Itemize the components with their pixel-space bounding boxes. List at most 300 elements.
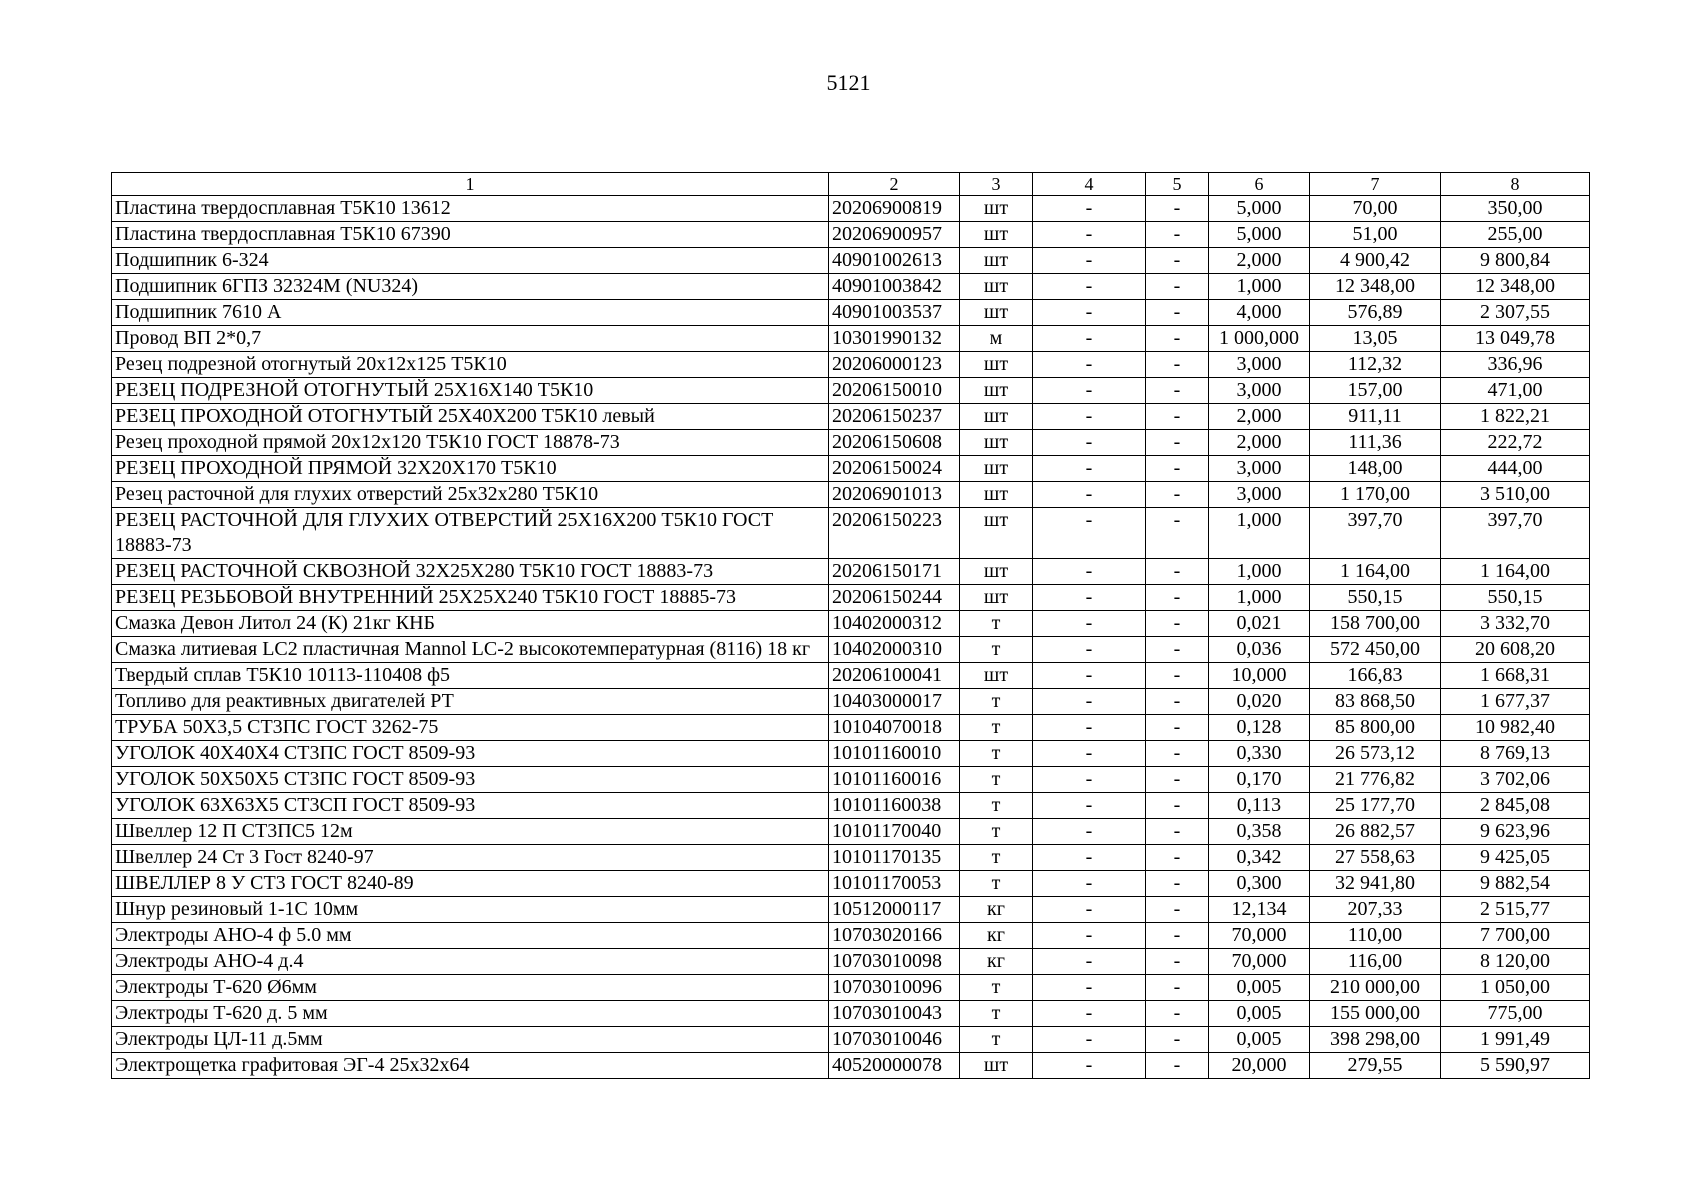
item-code-cell: 10104070018 xyxy=(829,715,960,741)
price-cell: 70,00 xyxy=(1310,196,1441,222)
price-cell: 26 573,12 xyxy=(1310,741,1441,767)
price-cell: 148,00 xyxy=(1310,456,1441,482)
column-4-cell: - xyxy=(1033,689,1146,715)
item-name-cell: РЕЗЕЦ РАСТОЧНОЙ ДЛЯ ГЛУХИХ ОТВЕРСТИЙ 25Х16Х200 Т5К10 ГОСТ 18883-73 xyxy=(112,508,829,559)
price-cell: 398 298,00 xyxy=(1310,1027,1441,1053)
sum-cell: 471,00 xyxy=(1441,378,1590,404)
unit-cell: т xyxy=(960,793,1033,819)
unit-cell: т xyxy=(960,741,1033,767)
quantity-cell: 3,000 xyxy=(1209,378,1310,404)
price-cell: 83 868,50 xyxy=(1310,689,1441,715)
column-header-2: 2 xyxy=(829,173,960,196)
item-name-cell: РЕЗЕЦ ПОДРЕЗНОЙ ОТОГНУТЫЙ 25Х16Х140 Т5К10 xyxy=(112,378,829,404)
sum-cell: 12 348,00 xyxy=(1441,274,1590,300)
quantity-cell: 0,330 xyxy=(1209,741,1310,767)
unit-cell: т xyxy=(960,845,1033,871)
table-row xyxy=(112,689,1590,715)
unit-cell: шт xyxy=(960,196,1033,222)
item-code-cell: 20206901013 xyxy=(829,482,960,508)
sum-cell: 775,00 xyxy=(1441,1001,1590,1027)
quantity-cell: 5,000 xyxy=(1209,196,1310,222)
price-cell: 112,32 xyxy=(1310,352,1441,378)
column-4-cell: - xyxy=(1033,637,1146,663)
price-cell: 13,05 xyxy=(1310,326,1441,352)
sum-cell: 397,70 xyxy=(1441,508,1590,559)
unit-cell: шт xyxy=(960,222,1033,248)
column-5-cell: - xyxy=(1146,404,1209,430)
column-5-cell: - xyxy=(1146,300,1209,326)
unit-cell: шт xyxy=(960,352,1033,378)
table-row xyxy=(112,456,1590,482)
quantity-cell: 1,000 xyxy=(1209,274,1310,300)
column-4-cell: - xyxy=(1033,559,1146,585)
column-4-cell: - xyxy=(1033,585,1146,611)
column-5-cell: - xyxy=(1146,559,1209,585)
table-row xyxy=(112,767,1590,793)
column-5-cell: - xyxy=(1146,326,1209,352)
column-header-6: 6 xyxy=(1209,173,1310,196)
price-cell: 1 170,00 xyxy=(1310,482,1441,508)
sum-cell: 1 991,49 xyxy=(1441,1027,1590,1053)
item-code-cell: 10703020166 xyxy=(829,923,960,949)
item-name-cell: Подшипник 6ГПЗ 32324М (NU324) xyxy=(112,274,829,300)
quantity-cell: 0,005 xyxy=(1209,1001,1310,1027)
price-cell: 51,00 xyxy=(1310,222,1441,248)
quantity-cell: 70,000 xyxy=(1209,923,1310,949)
item-name-cell: Швеллер 12 П СТ3ПС5 12м xyxy=(112,819,829,845)
column-4-cell: - xyxy=(1033,196,1146,222)
sum-cell: 350,00 xyxy=(1441,196,1590,222)
price-cell: 157,00 xyxy=(1310,378,1441,404)
item-code-cell: 10402000312 xyxy=(829,611,960,637)
table-row xyxy=(112,1001,1590,1027)
sum-cell: 13 049,78 xyxy=(1441,326,1590,352)
column-5-cell: - xyxy=(1146,793,1209,819)
quantity-cell: 0,128 xyxy=(1209,715,1310,741)
table-row xyxy=(112,559,1590,585)
item-code-cell: 10402000310 xyxy=(829,637,960,663)
column-4-cell: - xyxy=(1033,923,1146,949)
price-cell: 27 558,63 xyxy=(1310,845,1441,871)
column-4-cell: - xyxy=(1033,845,1146,871)
price-cell: 25 177,70 xyxy=(1310,793,1441,819)
table-row xyxy=(112,819,1590,845)
column-header-7: 7 xyxy=(1310,173,1441,196)
sum-cell: 10 982,40 xyxy=(1441,715,1590,741)
unit-cell: шт xyxy=(960,378,1033,404)
column-4-cell: - xyxy=(1033,248,1146,274)
column-5-cell: - xyxy=(1146,482,1209,508)
item-code-cell: 20206150223 xyxy=(829,508,960,559)
column-5-cell: - xyxy=(1146,508,1209,559)
column-5-cell: - xyxy=(1146,248,1209,274)
table-row xyxy=(112,793,1590,819)
table-row xyxy=(112,248,1590,274)
item-name-cell: Твердый сплав Т5К10 10113-110408 ф5 xyxy=(112,663,829,689)
quantity-cell: 1,000 xyxy=(1209,508,1310,559)
column-4-cell: - xyxy=(1033,663,1146,689)
price-cell: 397,70 xyxy=(1310,508,1441,559)
table-row xyxy=(112,326,1590,352)
column-5-cell: - xyxy=(1146,975,1209,1001)
table-row xyxy=(112,196,1590,222)
unit-cell: шт xyxy=(960,456,1033,482)
column-5-cell: - xyxy=(1146,663,1209,689)
sum-cell: 2 515,77 xyxy=(1441,897,1590,923)
item-code-cell: 10703010043 xyxy=(829,1001,960,1027)
quantity-cell: 3,000 xyxy=(1209,456,1310,482)
item-name-cell: Подшипник 6-324 xyxy=(112,248,829,274)
table-row xyxy=(112,274,1590,300)
price-cell: 26 882,57 xyxy=(1310,819,1441,845)
column-4-cell: - xyxy=(1033,715,1146,741)
item-name-cell: РЕЗЕЦ РЕЗЬБОВОЙ ВНУТРЕННИЙ 25Х25Х240 Т5К10 ГОСТ 18885-73 xyxy=(112,585,829,611)
item-name-cell: Резец подрезной отогнутый 20х12х125 Т5К10 xyxy=(112,352,829,378)
column-5-cell: - xyxy=(1146,352,1209,378)
price-cell: 576,89 xyxy=(1310,300,1441,326)
unit-cell: шт xyxy=(960,404,1033,430)
item-code-cell: 40901002613 xyxy=(829,248,960,274)
column-4-cell: - xyxy=(1033,949,1146,975)
column-4-cell: - xyxy=(1033,326,1146,352)
table-row xyxy=(112,741,1590,767)
column-4-cell: - xyxy=(1033,897,1146,923)
column-4-cell: - xyxy=(1033,871,1146,897)
column-4-cell: - xyxy=(1033,767,1146,793)
item-name-cell: УГОЛОК 40Х40Х4 СТ3ПС ГОСТ 8509-93 xyxy=(112,741,829,767)
item-code-cell: 10703010096 xyxy=(829,975,960,1001)
unit-cell: шт xyxy=(960,1053,1033,1079)
quantity-cell: 0,005 xyxy=(1209,975,1310,1001)
unit-cell: шт xyxy=(960,559,1033,585)
item-code-cell: 20206900819 xyxy=(829,196,960,222)
column-5-cell: - xyxy=(1146,767,1209,793)
unit-cell: т xyxy=(960,689,1033,715)
item-name-cell: Подшипник 7610 А xyxy=(112,300,829,326)
sum-cell: 9 623,96 xyxy=(1441,819,1590,845)
column-4-cell: - xyxy=(1033,1001,1146,1027)
unit-cell: шт xyxy=(960,248,1033,274)
table-row xyxy=(112,378,1590,404)
item-code-cell: 40520000078 xyxy=(829,1053,960,1079)
column-number-row xyxy=(112,173,1590,196)
item-code-cell: 10301990132 xyxy=(829,326,960,352)
column-4-cell: - xyxy=(1033,404,1146,430)
sum-cell: 20 608,20 xyxy=(1441,637,1590,663)
unit-cell: шт xyxy=(960,274,1033,300)
price-cell: 572 450,00 xyxy=(1310,637,1441,663)
item-code-cell: 10101160010 xyxy=(829,741,960,767)
column-4-cell: - xyxy=(1033,1027,1146,1053)
column-5-cell: - xyxy=(1146,871,1209,897)
price-cell: 279,55 xyxy=(1310,1053,1441,1079)
quantity-cell: 3,000 xyxy=(1209,482,1310,508)
column-5-cell: - xyxy=(1146,1053,1209,1079)
quantity-cell: 5,000 xyxy=(1209,222,1310,248)
table-row xyxy=(112,430,1590,456)
column-4-cell: - xyxy=(1033,274,1146,300)
unit-cell: шт xyxy=(960,508,1033,559)
column-5-cell: - xyxy=(1146,1001,1209,1027)
item-code-cell: 10101170053 xyxy=(829,871,960,897)
sum-cell: 444,00 xyxy=(1441,456,1590,482)
item-name-cell: Швеллер 24 Ст 3 Гост 8240-97 xyxy=(112,845,829,871)
item-code-cell: 20206900957 xyxy=(829,222,960,248)
item-name-cell: РЕЗЕЦ ПРОХОДНОЙ ОТОГНУТЫЙ 25Х40Х200 Т5К10 левый xyxy=(112,404,829,430)
column-4-cell: - xyxy=(1033,482,1146,508)
table-row xyxy=(112,585,1590,611)
column-4-cell: - xyxy=(1033,741,1146,767)
sum-cell: 9 800,84 xyxy=(1441,248,1590,274)
item-name-cell: Шнур резиновый 1-1С 10мм xyxy=(112,897,829,923)
price-cell: 4 900,42 xyxy=(1310,248,1441,274)
item-name-cell: Пластина твердосплавная Т5К10 13612 xyxy=(112,196,829,222)
table-row xyxy=(112,508,1590,559)
item-code-cell: 20206150608 xyxy=(829,430,960,456)
sum-cell: 8 769,13 xyxy=(1441,741,1590,767)
sum-cell: 8 120,00 xyxy=(1441,949,1590,975)
table-row xyxy=(112,637,1590,663)
sum-cell: 3 332,70 xyxy=(1441,611,1590,637)
quantity-cell: 2,000 xyxy=(1209,404,1310,430)
quantity-cell: 1 000,000 xyxy=(1209,326,1310,352)
item-name-cell: Пластина твердосплавная Т5К10 67390 xyxy=(112,222,829,248)
price-cell: 166,83 xyxy=(1310,663,1441,689)
unit-cell: т xyxy=(960,871,1033,897)
item-name-cell: Смазка литиевая LC2 пластичная Mannol LC-2 высокотемпературная (8116) 18 кг xyxy=(112,637,829,663)
column-5-cell: - xyxy=(1146,819,1209,845)
sum-cell: 1 677,37 xyxy=(1441,689,1590,715)
column-5-cell: - xyxy=(1146,923,1209,949)
column-5-cell: - xyxy=(1146,1027,1209,1053)
inventory-table xyxy=(111,172,1590,1079)
quantity-cell: 1,000 xyxy=(1209,585,1310,611)
unit-cell: т xyxy=(960,611,1033,637)
item-code-cell: 20206150010 xyxy=(829,378,960,404)
quantity-cell: 2,000 xyxy=(1209,248,1310,274)
sum-cell: 1 164,00 xyxy=(1441,559,1590,585)
sum-cell: 9 882,54 xyxy=(1441,871,1590,897)
column-header-8: 8 xyxy=(1441,173,1590,196)
item-name-cell: Смазка Девон Литол 24 (К) 21кг КНБ xyxy=(112,611,829,637)
column-4-cell: - xyxy=(1033,378,1146,404)
sum-cell: 7 700,00 xyxy=(1441,923,1590,949)
unit-cell: т xyxy=(960,637,1033,663)
page-number: 5121 xyxy=(826,70,871,95)
unit-cell: шт xyxy=(960,300,1033,326)
sum-cell: 2 845,08 xyxy=(1441,793,1590,819)
price-cell: 207,33 xyxy=(1310,897,1441,923)
item-name-cell: Электрощетка графитовая ЭГ-4 25х32х64 xyxy=(112,1053,829,1079)
price-cell: 111,36 xyxy=(1310,430,1441,456)
column-header-3: 3 xyxy=(960,173,1033,196)
sum-cell: 9 425,05 xyxy=(1441,845,1590,871)
table-row xyxy=(112,975,1590,1001)
sum-cell: 222,72 xyxy=(1441,430,1590,456)
column-5-cell: - xyxy=(1146,196,1209,222)
price-cell: 155 000,00 xyxy=(1310,1001,1441,1027)
table-row xyxy=(112,923,1590,949)
unit-cell: т xyxy=(960,1001,1033,1027)
unit-cell: т xyxy=(960,975,1033,1001)
table-row xyxy=(112,897,1590,923)
unit-cell: т xyxy=(960,767,1033,793)
item-code-cell: 40901003842 xyxy=(829,274,960,300)
column-4-cell: - xyxy=(1033,352,1146,378)
item-name-cell: Резец расточной для глухих отверстий 25х32х280 Т5К10 xyxy=(112,482,829,508)
item-name-cell: Провод ВП 2*0,7 xyxy=(112,326,829,352)
column-4-cell: - xyxy=(1033,430,1146,456)
unit-cell: м xyxy=(960,326,1033,352)
price-cell: 116,00 xyxy=(1310,949,1441,975)
sum-cell: 5 590,97 xyxy=(1441,1053,1590,1079)
column-5-cell: - xyxy=(1146,741,1209,767)
quantity-cell: 70,000 xyxy=(1209,949,1310,975)
quantity-cell: 0,005 xyxy=(1209,1027,1310,1053)
table-row xyxy=(112,300,1590,326)
unit-cell: шт xyxy=(960,482,1033,508)
sum-cell: 1 822,21 xyxy=(1441,404,1590,430)
item-name-cell: РЕЗЕЦ ПРОХОДНОЙ ПРЯМОЙ 32Х20Х170 Т5К10 xyxy=(112,456,829,482)
column-5-cell: - xyxy=(1146,897,1209,923)
item-code-cell: 20206150237 xyxy=(829,404,960,430)
item-name-cell: Электроды АНО-4 ф 5.0 мм xyxy=(112,923,829,949)
column-5-cell: - xyxy=(1146,611,1209,637)
column-header-5: 5 xyxy=(1146,173,1209,196)
price-cell: 210 000,00 xyxy=(1310,975,1441,1001)
unit-cell: т xyxy=(960,1027,1033,1053)
item-code-cell: 10703010098 xyxy=(829,949,960,975)
item-code-cell: 20206000123 xyxy=(829,352,960,378)
table-row xyxy=(112,352,1590,378)
item-name-cell: Электроды АНО-4 д.4 xyxy=(112,949,829,975)
column-header-4: 4 xyxy=(1033,173,1146,196)
item-name-cell: Электроды ЦЛ-11 д.5мм xyxy=(112,1027,829,1053)
column-5-cell: - xyxy=(1146,456,1209,482)
sum-cell: 3 510,00 xyxy=(1441,482,1590,508)
table-row xyxy=(112,871,1590,897)
price-cell: 85 800,00 xyxy=(1310,715,1441,741)
table-row xyxy=(112,715,1590,741)
column-4-cell: - xyxy=(1033,1053,1146,1079)
column-5-cell: - xyxy=(1146,637,1209,663)
sum-cell: 1 668,31 xyxy=(1441,663,1590,689)
column-4-cell: - xyxy=(1033,975,1146,1001)
table-row xyxy=(112,404,1590,430)
sum-cell: 1 050,00 xyxy=(1441,975,1590,1001)
table-row xyxy=(112,1053,1590,1079)
table-row xyxy=(112,949,1590,975)
column-5-cell: - xyxy=(1146,949,1209,975)
sum-cell: 550,15 xyxy=(1441,585,1590,611)
quantity-cell: 0,342 xyxy=(1209,845,1310,871)
column-5-cell: - xyxy=(1146,715,1209,741)
price-cell: 110,00 xyxy=(1310,923,1441,949)
item-name-cell: РЕЗЕЦ РАСТОЧНОЙ СКВОЗНОЙ 32Х25Х280 Т5К10 ГОСТ 18883-73 xyxy=(112,559,829,585)
item-name-cell: УГОЛОК 50Х50Х5 СТ3ПС ГОСТ 8509-93 xyxy=(112,767,829,793)
column-4-cell: - xyxy=(1033,300,1146,326)
column-5-cell: - xyxy=(1146,845,1209,871)
quantity-cell: 0,113 xyxy=(1209,793,1310,819)
table-row xyxy=(112,222,1590,248)
quantity-cell: 10,000 xyxy=(1209,663,1310,689)
column-4-cell: - xyxy=(1033,508,1146,559)
item-name-cell: ТРУБА 50Х3,5 СТ3ПС ГОСТ 3262-75 xyxy=(112,715,829,741)
price-cell: 550,15 xyxy=(1310,585,1441,611)
column-5-cell: - xyxy=(1146,274,1209,300)
item-code-cell: 10101160038 xyxy=(829,793,960,819)
unit-cell: кг xyxy=(960,923,1033,949)
sum-cell: 2 307,55 xyxy=(1441,300,1590,326)
item-code-cell: 20206150171 xyxy=(829,559,960,585)
quantity-cell: 0,021 xyxy=(1209,611,1310,637)
column-4-cell: - xyxy=(1033,793,1146,819)
unit-cell: шт xyxy=(960,430,1033,456)
sum-cell: 336,96 xyxy=(1441,352,1590,378)
sum-cell: 255,00 xyxy=(1441,222,1590,248)
item-name-cell: Резец проходной прямой 20х12х120 Т5К10 ГОСТ 18878-73 xyxy=(112,430,829,456)
item-code-cell: 20206100041 xyxy=(829,663,960,689)
column-4-cell: - xyxy=(1033,611,1146,637)
quantity-cell: 0,020 xyxy=(1209,689,1310,715)
table-row xyxy=(112,663,1590,689)
unit-cell: шт xyxy=(960,585,1033,611)
table-body xyxy=(112,196,1590,1079)
item-code-cell: 10101170040 xyxy=(829,819,960,845)
table-row xyxy=(112,611,1590,637)
quantity-cell: 3,000 xyxy=(1209,352,1310,378)
column-4-cell: - xyxy=(1033,456,1146,482)
column-4-cell: - xyxy=(1033,222,1146,248)
price-cell: 1 164,00 xyxy=(1310,559,1441,585)
quantity-cell: 20,000 xyxy=(1209,1053,1310,1079)
unit-cell: кг xyxy=(960,897,1033,923)
item-code-cell: 10101160016 xyxy=(829,767,960,793)
quantity-cell: 12,134 xyxy=(1209,897,1310,923)
unit-cell: т xyxy=(960,715,1033,741)
unit-cell: кг xyxy=(960,949,1033,975)
item-code-cell: 10512000117 xyxy=(829,897,960,923)
price-cell: 158 700,00 xyxy=(1310,611,1441,637)
quantity-cell: 0,300 xyxy=(1209,871,1310,897)
column-5-cell: - xyxy=(1146,222,1209,248)
table-row xyxy=(112,482,1590,508)
sum-cell: 3 702,06 xyxy=(1441,767,1590,793)
quantity-cell: 4,000 xyxy=(1209,300,1310,326)
quantity-cell: 2,000 xyxy=(1209,430,1310,456)
price-cell: 21 776,82 xyxy=(1310,767,1441,793)
item-name-cell: Электроды Т-620 д. 5 мм xyxy=(112,1001,829,1027)
quantity-cell: 1,000 xyxy=(1209,559,1310,585)
price-cell: 12 348,00 xyxy=(1310,274,1441,300)
unit-cell: шт xyxy=(960,663,1033,689)
item-code-cell: 10703010046 xyxy=(829,1027,960,1053)
quantity-cell: 0,358 xyxy=(1209,819,1310,845)
column-5-cell: - xyxy=(1146,689,1209,715)
column-5-cell: - xyxy=(1146,430,1209,456)
price-cell: 911,11 xyxy=(1310,404,1441,430)
item-name-cell: ШВЕЛЛЕР 8 У СТ3 ГОСТ 8240-89 xyxy=(112,871,829,897)
column-4-cell: - xyxy=(1033,819,1146,845)
item-code-cell: 20206150244 xyxy=(829,585,960,611)
table-row xyxy=(112,1027,1590,1053)
quantity-cell: 0,036 xyxy=(1209,637,1310,663)
price-cell: 32 941,80 xyxy=(1310,871,1441,897)
item-code-cell: 40901003537 xyxy=(829,300,960,326)
item-code-cell: 10403000017 xyxy=(829,689,960,715)
table-row xyxy=(112,845,1590,871)
column-5-cell: - xyxy=(1146,585,1209,611)
